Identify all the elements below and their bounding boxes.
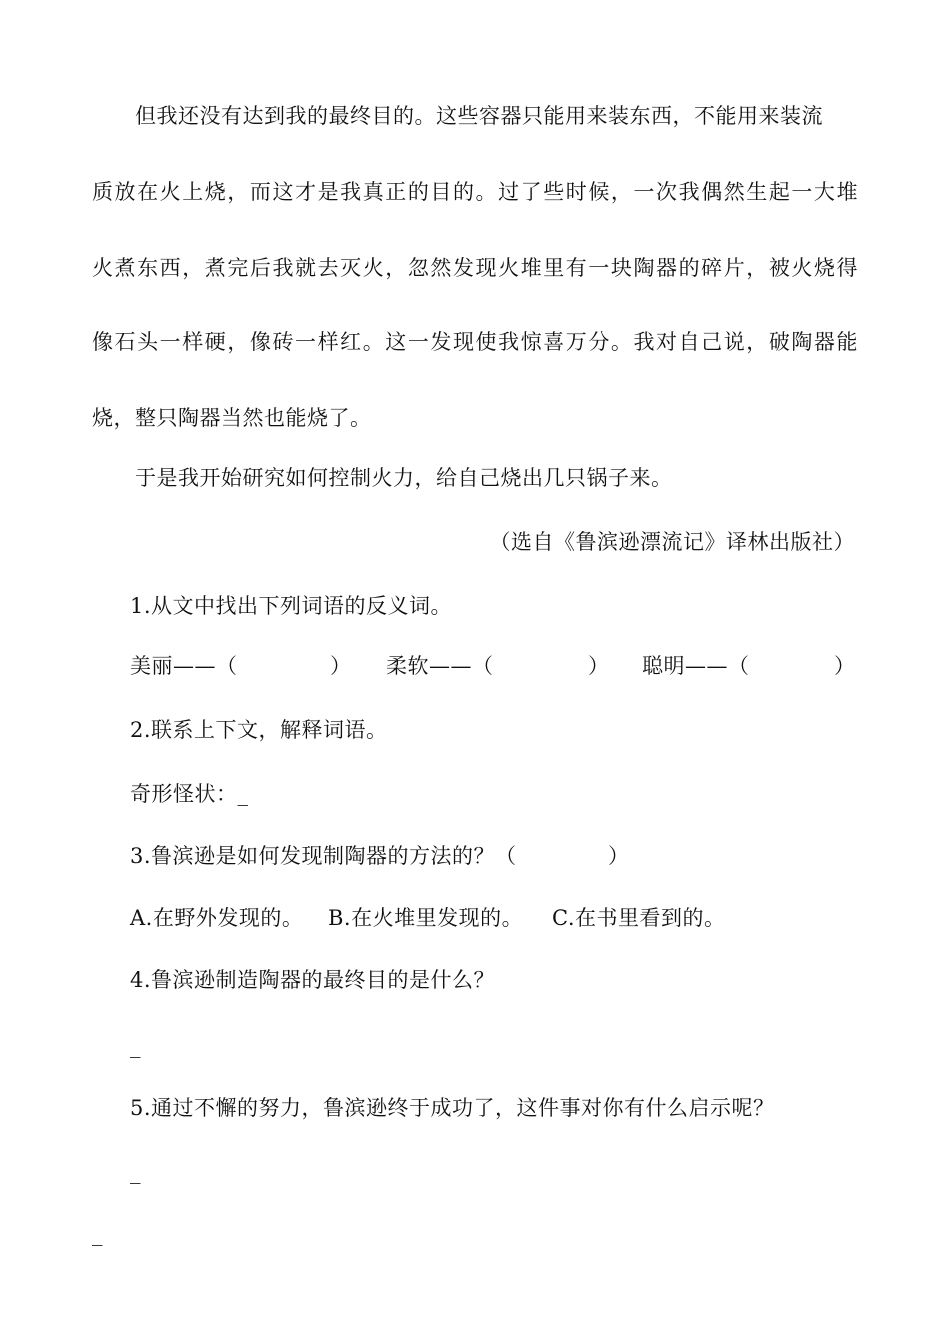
question-5-answer-line-2[interactable]: _ <box>92 1222 103 1246</box>
question-4-answer-line[interactable]: _ <box>130 1034 141 1058</box>
passage-line-4: 像石头一样硬，像砖一样红。这一发现使我惊喜万分。我对自己说，破陶器能 <box>92 330 858 354</box>
q3-option-c: C.在书里看到的。 <box>552 906 726 930</box>
q1-close-3: ） <box>834 654 856 678</box>
question-5-answer-line[interactable]: _ <box>130 1160 141 1184</box>
source-citation: （选自《鲁滨逊漂流记》译林出版社） <box>489 530 855 554</box>
q1-item-meili: 美丽——（ <box>130 654 238 678</box>
question-5-prompt: 5.通过不懈的努力，鲁滨逊终于成功了，这件事对你有什么启示呢？ <box>130 1096 775 1120</box>
passage-line-3: 火煮东西，煮完后我就去灭火，忽然发现火堆里有一块陶器的碎片，被火烧得 <box>92 256 858 280</box>
passage-paragraph-2: 于是我开始研究如何控制火力，给自己烧出几只锅子来。 <box>135 466 673 490</box>
q3-option-b: B.在火堆里发现的。 <box>328 906 524 930</box>
question-2-term: 奇形怪状：_ <box>130 782 249 806</box>
q1-close-2: ） <box>588 654 610 678</box>
question-1-items <box>130 652 856 680</box>
q3-option-a: A.在野外发现的。 <box>130 906 304 930</box>
q1-item-congming: 聪明——（ <box>642 654 750 678</box>
passage-line-2: 质放在火上烧，而这才是我真正的目的。过了些时候，一次我偶然生起一大堆 <box>92 180 858 204</box>
question-3-options <box>130 904 770 932</box>
question-3-close: ） <box>608 844 630 868</box>
q1-item-rouruan: 柔软——（ <box>386 654 494 678</box>
question-4-prompt: 4.鲁滨逊制造陶器的最终目的是什么？ <box>130 968 496 992</box>
q1-close-1: ） <box>330 654 352 678</box>
question-3-prompt: 3.鲁滨逊是如何发现制陶器的方法的？（ <box>130 844 517 868</box>
passage-line-5: 烧，整只陶器当然也能烧了。 <box>92 406 372 430</box>
question-3-prompt-row <box>130 842 690 870</box>
passage-line-1: 但我还没有达到我的最终目的。这些容器只能用来装东西，不能用来装流 <box>135 104 823 128</box>
question-2-prompt: 2.联系上下文，解释词语。 <box>130 718 388 742</box>
question-1-prompt: 1.从文中找出下列词语的反义词。 <box>130 594 453 618</box>
